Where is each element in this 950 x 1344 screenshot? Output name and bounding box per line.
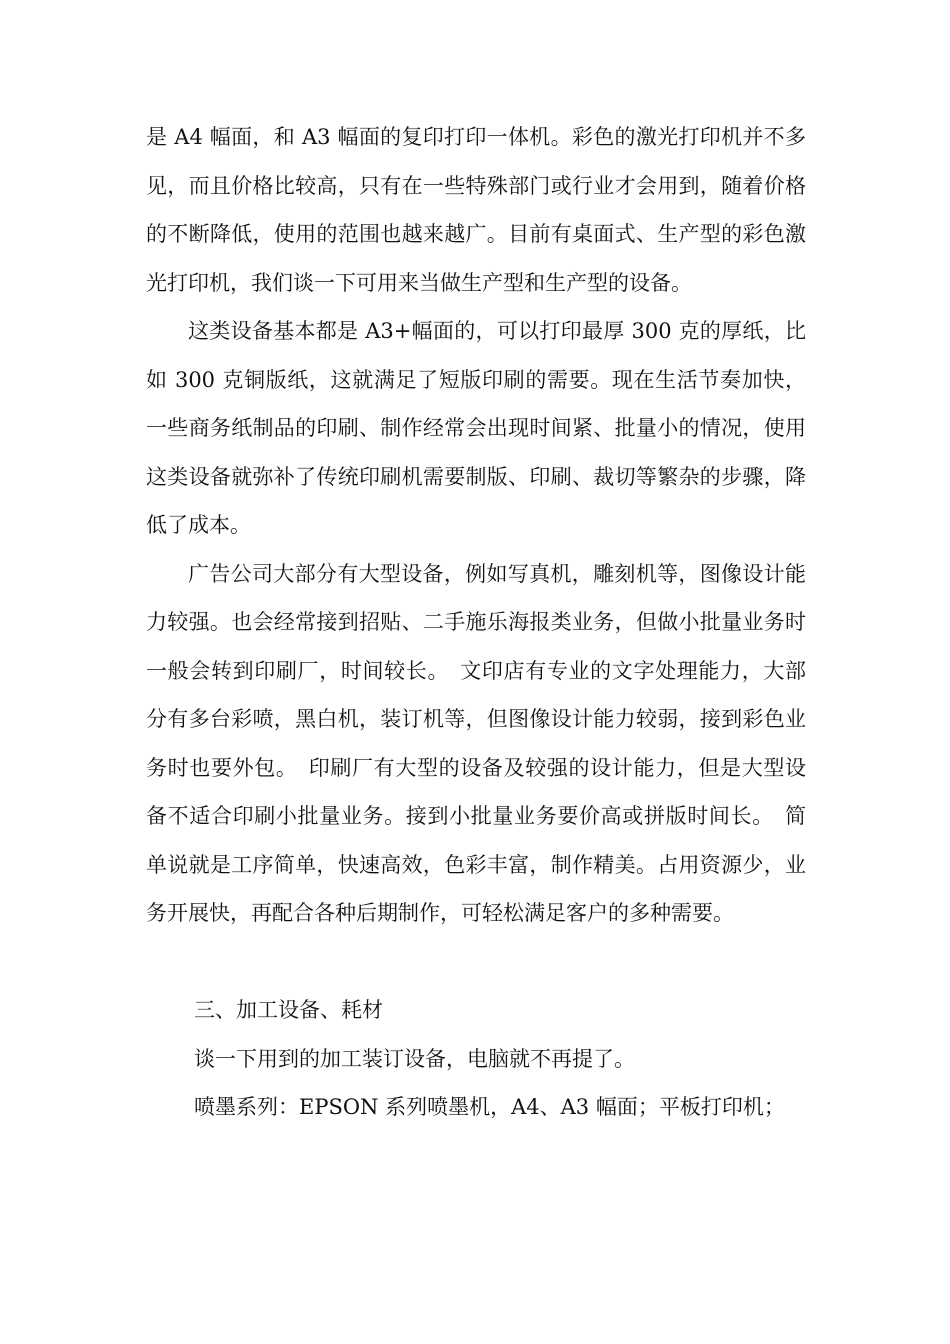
paragraph-market-comparison: 广告公司大部分有大型设备，例如写真机，雕刻机等，图像设计能力较强。也会经常接到招贴、二手施乐海报类业务，但做小批量业务时一般会转到印刷厂，时间较长。 文印店有专业的文字处理能力，大部分有多台彩喷，黑白机，装订机等，但图像设计能力较弱，接到彩色业务时也要外包。 印刷厂有大型的设备及较强的设计能力，但是大型设备不适合印刷小批量业务。接到小批量业务要价高或拼版时间长。 简单说就是工序简单，快速高效，色彩丰富，制作精美。占用资源少，业务开展快，再配合各种后期制作，可轻松满足客户的多种需要。 — [146, 561, 806, 925]
paragraph-device-specs: 这类设备基本都是 A3+幅面的，可以打印最厚 300 克的厚纸，比如 300 克铜版纸，这就满足了短版印刷的需要。现在生活节奏加快，一些商务纸制品的印刷、制作经常会出现时间紧、批量小的情况，使用这类设备就弥补了传统印刷机需要制版、印刷、裁切等繁杂的步骤，降低了成本。 — [146, 319, 806, 537]
section-line: 谈一下用到的加工装订设备，电脑就不再提了。 — [194, 1046, 635, 1071]
document-body — [146, 113, 806, 1132]
paragraph-continuation: 是 A4 幅面，和 A3 幅面的复印打印一体机。彩色的激光打印机并不多见，而且价格比较高，只有在一些特殊部门或行业才会用到，随着价格的不断降低，使用的范围也越来越广。目前有桌面式、生产型的彩色激光打印机，我们谈一下可用来当做生产型和生产型的设备。 — [146, 125, 806, 295]
paragraph-gap — [146, 938, 806, 987]
section-heading: 三、加工设备、耗材 — [194, 998, 383, 1022]
section-line: 喷墨系列：EPSON 系列喷墨机，A4、A3 幅面；平板打印机； — [194, 1095, 785, 1119]
